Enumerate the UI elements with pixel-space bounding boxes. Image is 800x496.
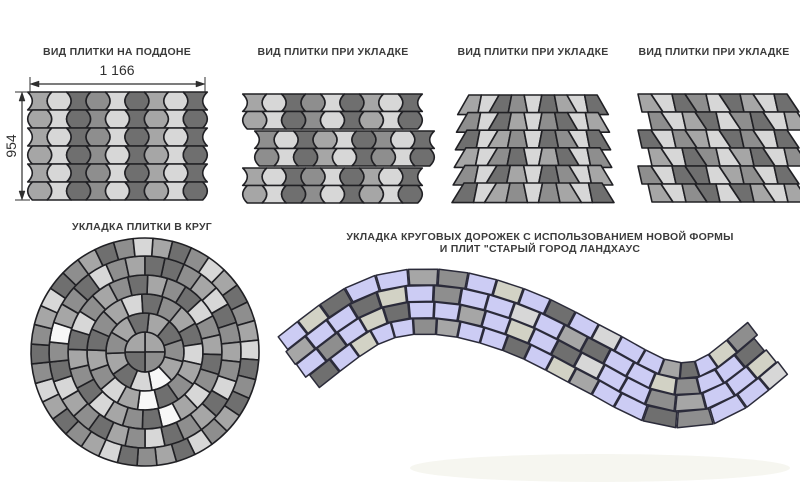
pallet-title: ВИД ПЛИТКИ НА ПОДДОНЕ [43,46,191,58]
tile [379,168,403,186]
curved-path-diagram [278,269,787,428]
tile [86,164,110,182]
tile [585,95,609,115]
laying-pattern-offset [243,94,435,203]
tile [144,146,168,164]
tile [282,112,306,130]
tile [19,92,25,101]
tile [86,92,110,110]
tile [413,319,436,335]
tile [138,390,159,410]
path-title-line2: И ПЛИТ "СТАРЫЙ ГОРОД ЛАНДХАУС [439,243,641,255]
tile [145,427,165,448]
tile [585,113,609,133]
tile [30,81,39,87]
circle-pattern-diagram [31,238,259,466]
tile [47,92,71,110]
path-title-line1: УКЛАДКА КРУГОВЫХ ДОРОЖЕК С ИСПОЛЬЗОВАНИЕМ НОВОЙ ФОРМЫ [346,231,734,243]
tile [359,186,383,204]
tile [144,182,168,200]
tile [677,409,713,428]
tile [128,275,148,295]
tile [183,110,207,128]
tile [409,302,434,318]
tile [28,110,52,128]
laying3-title: ВИД ПЛИТКИ ПРИ УКЛАДКЕ [638,46,790,58]
tile [68,349,88,369]
tile [243,186,267,204]
tile [408,269,437,285]
tile [320,112,344,130]
tile [86,128,110,146]
tile [434,302,460,320]
tile [398,186,422,204]
laying-pattern-fan [452,95,614,203]
tile [391,131,415,149]
tile [196,81,205,87]
tile [145,256,165,277]
tile [67,146,91,164]
path-shadow [410,454,790,482]
pallet-diagram [28,92,208,200]
tile [774,166,799,184]
tile [774,130,799,148]
tile [49,342,68,362]
circle-title: УКЛАДКА ПЛИТКИ В КРУГ [72,221,212,233]
tile [352,131,376,149]
laying1-title: ВИД ПЛИТКИ ПРИ УКЛАДКЕ [257,46,409,58]
tile [28,146,52,164]
tile [105,182,129,200]
tile [240,340,259,360]
tile [183,146,207,164]
tile [436,319,459,337]
tile [332,149,356,167]
laying-pattern-stagger [638,94,800,202]
tile [587,148,612,168]
tile [301,94,325,112]
tile [274,131,298,149]
tile [774,94,799,112]
tile [105,110,129,128]
tile [675,378,700,394]
tile [133,238,153,257]
tile [222,342,241,362]
tile [434,286,461,304]
tile [164,92,188,110]
tile [371,149,395,167]
tile [340,94,364,112]
tile [67,110,91,128]
tile [67,182,91,200]
tile [144,110,168,128]
pallet-height-label: 954 [3,134,19,158]
tile [294,149,318,167]
tile [125,128,149,146]
tile [313,131,337,149]
tile [164,128,188,146]
tile [320,186,344,204]
tile [137,447,157,466]
laying2-title: ВИД ПЛИТКИ ПРИ УКЛАДКЕ [457,46,609,58]
tile [262,168,286,186]
tile [243,112,267,130]
tile [142,409,162,429]
tile [202,335,222,355]
tile [19,191,25,200]
tile [359,112,383,130]
tile [125,92,149,110]
tile [105,146,129,164]
tile [47,128,71,146]
tile [406,286,433,302]
tile [31,344,50,364]
tile [47,164,71,182]
tile [391,319,413,338]
tile [588,165,613,185]
tile [340,168,364,186]
pallet-width-label: 1 166 [99,62,135,78]
tile [164,164,188,182]
tile [125,164,149,182]
tile [301,168,325,186]
tile [28,182,52,200]
tile [586,130,610,150]
tile [379,94,403,112]
tile [398,112,422,130]
tile [282,186,306,204]
tile [438,269,468,288]
tile [255,149,279,167]
tile [410,149,434,167]
tile [589,183,615,203]
tile [675,394,705,411]
tile [262,94,286,112]
tile [125,256,145,277]
tile [183,182,207,200]
